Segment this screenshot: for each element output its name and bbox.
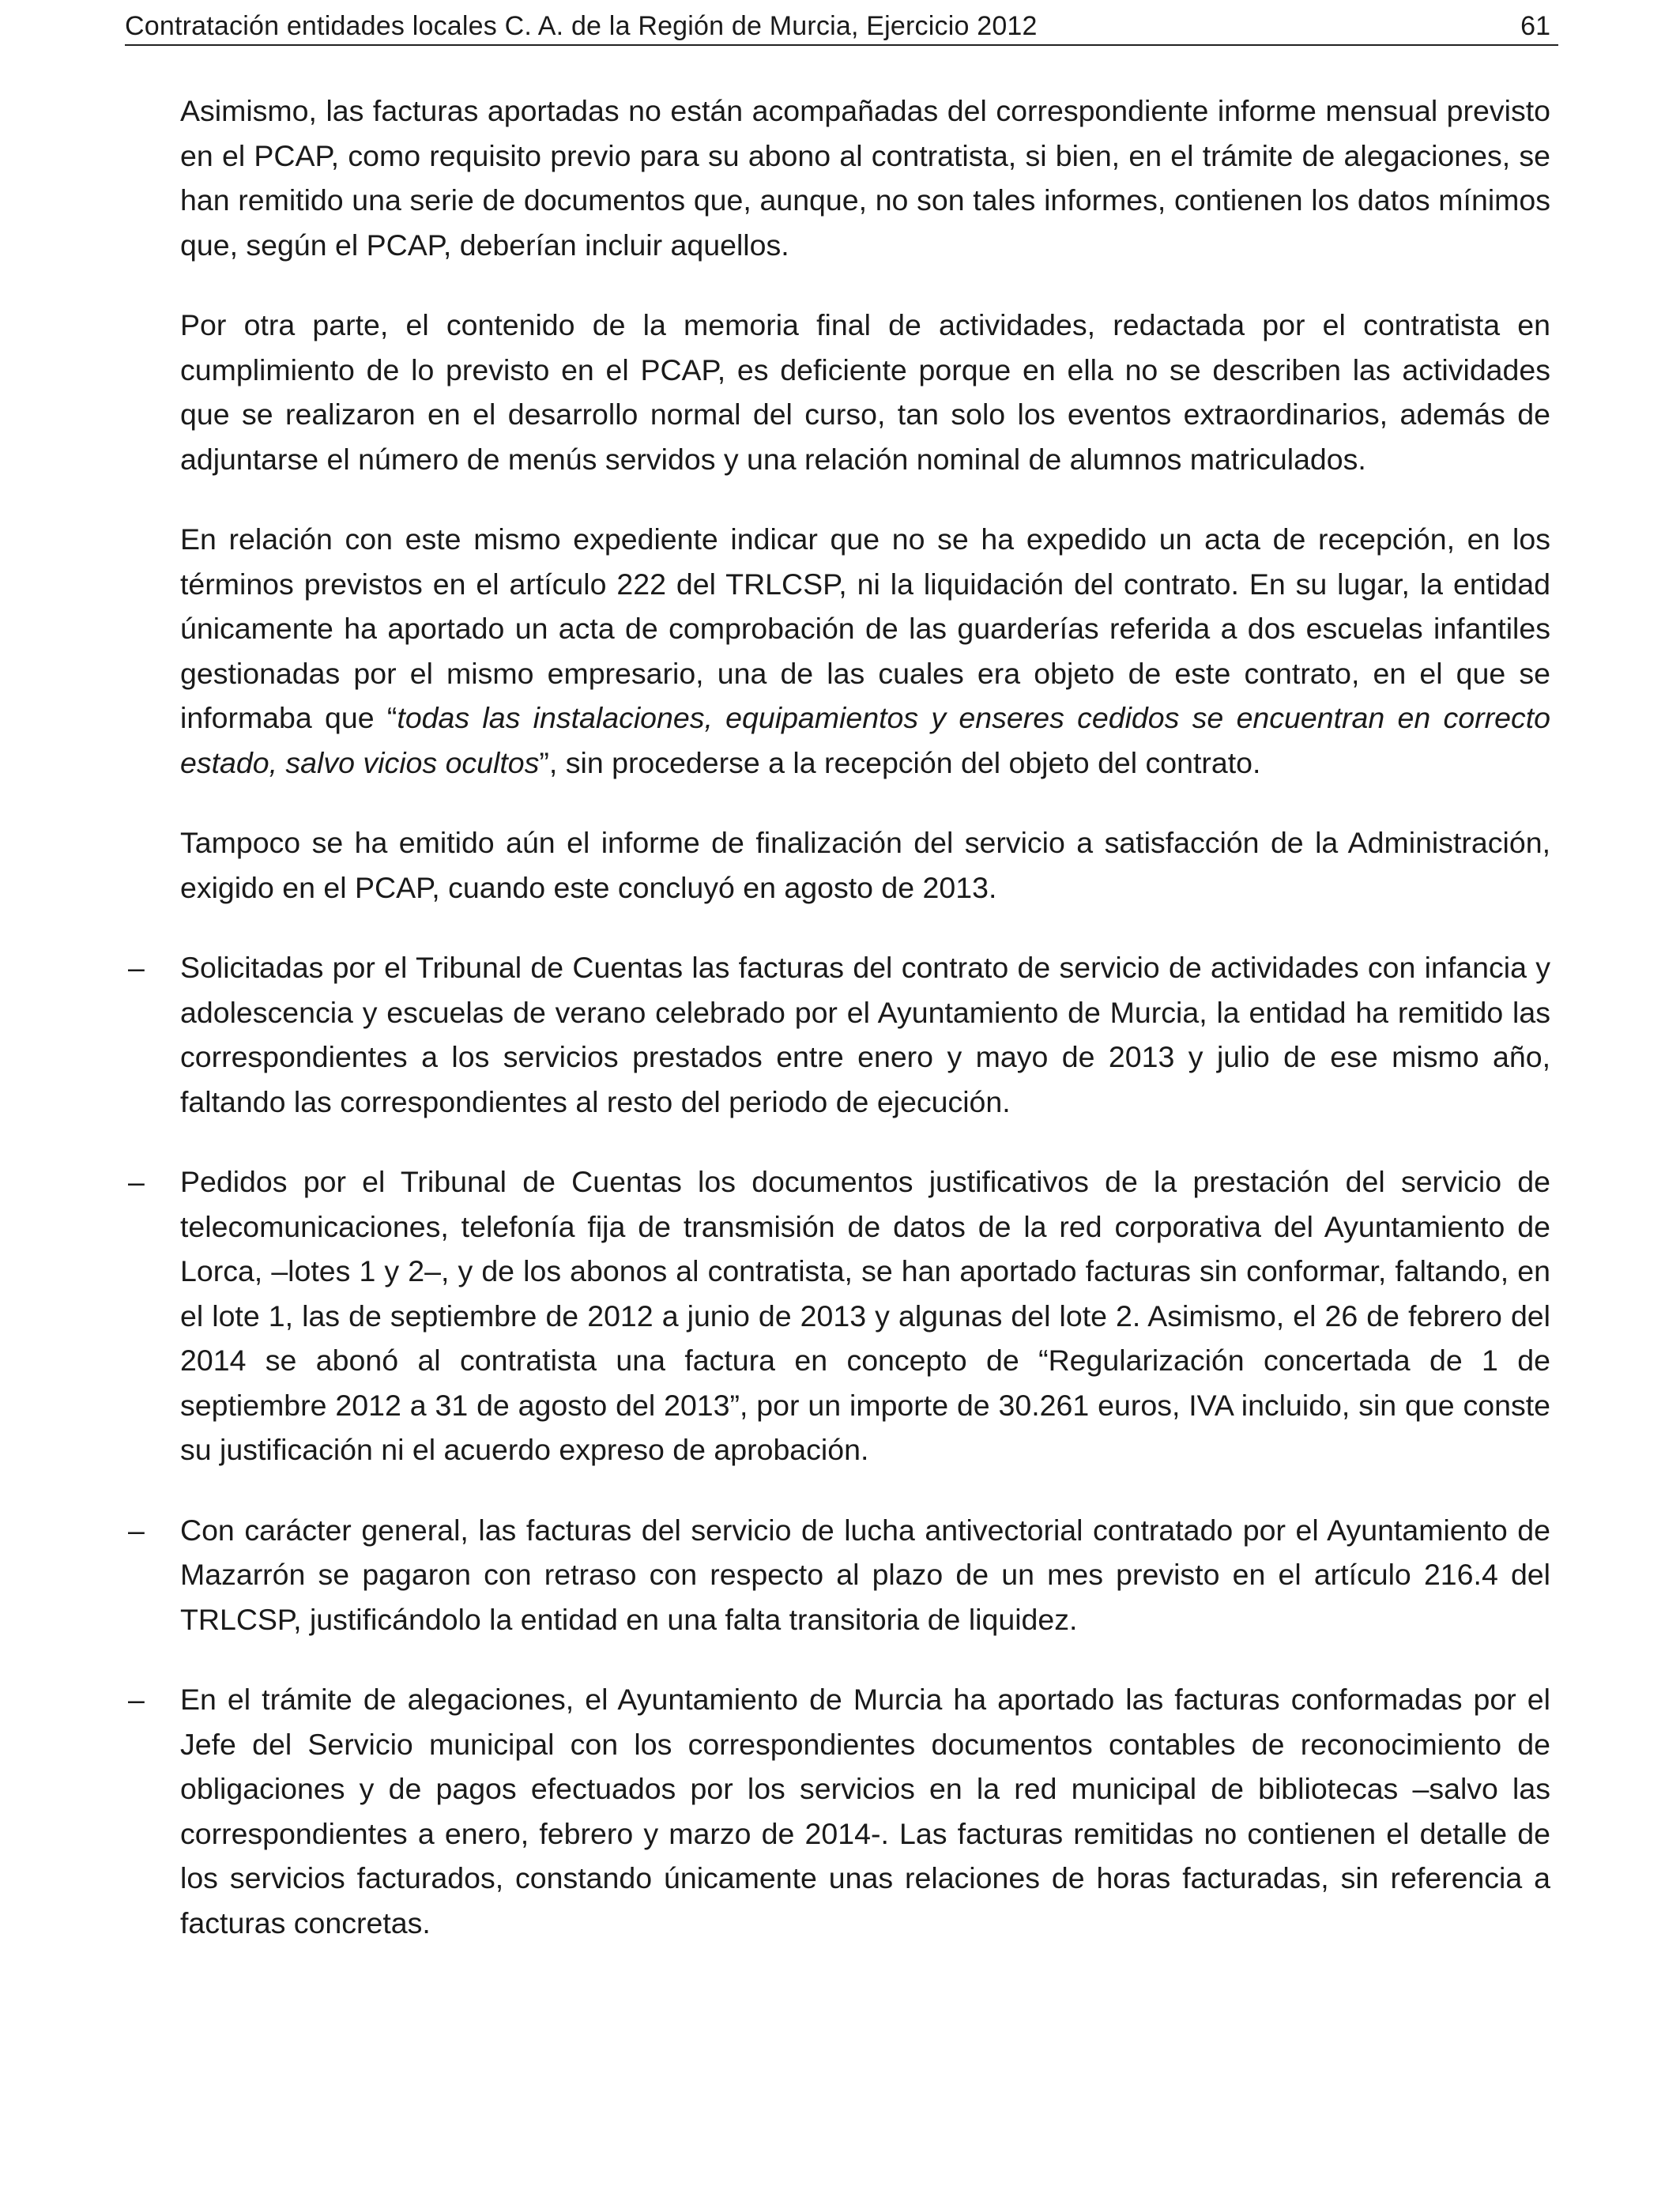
paragraph [180,517,1550,785]
list-item [128,1159,1550,1472]
document-title: Contratación entidades locales C. A. de la Región de Murcia, Ejercicio 2012 [125,11,1038,41]
list-item-text: Solicitadas por el Tribunal de Cuentas las facturas del contrato de servicio de actividades con infancia y adolescencia y escuelas de verano celebrado por el Ayuntamiento de Murcia, la entidad ha remitido las correspondientes a los servicios prestados entre enero y mayo de 2013 y julio de ese mismo año, faltando las correspondientes al resto del periodo de ejecución. [180,951,1550,1118]
list-item [128,1508,1550,1642]
paragraph-text: ”, sin procederse a la recepción del objeto del contrato. [539,745,1261,779]
list-item [128,1677,1550,1945]
dash-bullet-icon: – [128,1513,145,1547]
paragraph: Asimismo, las facturas aportadas no están acompañadas del correspondiente informe mensual previsto en el PCAP, como requisito previo para su abono al contratista, si bien, en el trámite de alegaciones, se han remitido una serie de documentos que, aunque, no son tales informes, contienen los datos mínimos que, según el PCAP, deberían incluir aquellos. [180,94,1550,262]
page-number: 61 [1520,11,1550,41]
page-header [125,8,1558,46]
paragraph: Por otra parte, el contenido de la memoria final de actividades, redactada por el contratista en cumplimiento de lo previsto en el PCAP, es deficiente porque en ella no se describen las actividades que se realizaron en el desarrollo normal del curso, tan solo los eventos extraordinarios, además de adjuntarse el número de menús servidos y una relación nominal de alumnos matriculados. [180,308,1550,476]
list-item-text: Pedidos por el Tribunal de Cuentas los documentos justificativos de la prestación del servicio de telecomunicaciones, telefonía fija de transmisión de datos de la red corporativa del Ayuntamiento de Lorca, –lotes 1 y 2–, y de los abonos al contratista, se han aportado facturas sin conformar, faltando, en el lote 1, las de septiembre de 2012 a junio de 2013 y algunas del lote 2. Asimismo, el 26 de febrero del 2014 se abonó al contratista una factura en concepto de “Regularización concertada de 1 de septiembre 2012 a 31 de agosto del 2013”, por un importe de 30.261 euros, IVA incluido, sin que conste su justificación ni el acuerdo expreso de aprobación. [180,1165,1550,1466]
italic-quote: todas las instalaciones, equipamientos y enseres cedidos se encuentran en correcto estado, salvo vicios ocultos [180,701,1550,779]
list-item-text: En el trámite de alegaciones, el Ayuntamiento de Murcia ha aportado las facturas conformadas por el Jefe del Servicio municipal con los correspondientes documentos contables de reconocimiento de obligaciones y de pagos efectuados por los servicios en la red municipal de bibliotecas –salvo las correspondientes a enero, febrero y marzo de 2014-. Las facturas remitidas no contienen el detalle de los servicios facturados, constando únicamente unas relaciones de horas facturadas, sin referencia a facturas concretas. [180,1683,1550,1940]
dash-bullet-icon: – [128,951,145,984]
paragraph-text: En relación con este mismo expediente indicar que no se ha expedido un acta de recepción, en los términos previstos en el artículo 222 del TRLCSP, ni la liquidación del contrato. En su lugar, la entidad únicamente ha aportado un acta de comprobación de las guarderías referida a dos escuelas infantiles gestionadas por el mismo empresario, una de las cuales era objeto de este contrato, en el que se informaba que “ [180,522,1550,734]
paragraph: Tampoco se ha emitido aún el informe de finalización del servicio a satisfacción de la Administración, exigido en el PCAP, cuando este concluyó en agosto de 2013. [180,826,1550,904]
dash-bullet-icon: – [128,1165,145,1198]
document-body [128,89,1550,1981]
dash-bullet-icon: – [128,1683,145,1716]
list-item-text: Con carácter general, las facturas del servicio de lucha antivectorial contratado por el Ayuntamiento de Mazarrón se pagaron con retraso con respecto al plazo de un mes previsto en el artículo 216.4 del TRLCSP, justificándolo la entidad en una falta transitoria de liquidez. [180,1513,1550,1636]
list-item [128,945,1550,1124]
